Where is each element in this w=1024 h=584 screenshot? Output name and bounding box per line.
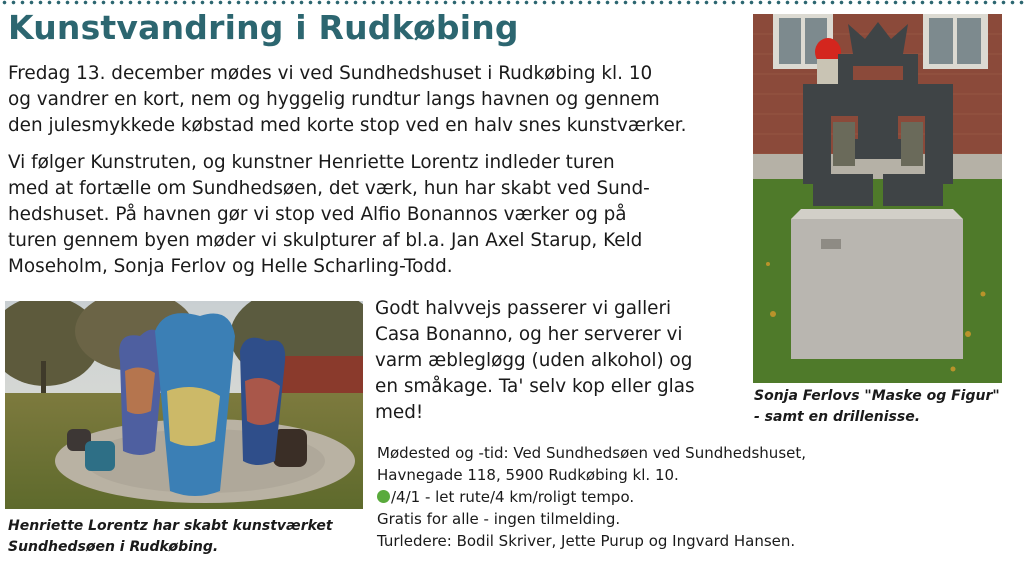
gallery-paragraph: Godt halvvejs passerer vi galleri Casa Bonanno, og her serverer vi varm æblegløgg (uden alkohol) og en småkage. Ta' selv kop eller glas med! [375,298,695,423]
maske-og-figur-photo [753,14,1002,383]
leaders-line: Turledere: Bodil Skriver, Jette Purup og Ingvard Hansen. [377,532,796,550]
route-line [377,486,937,508]
meeting-place-line-2: Havnegade 118, 5900 Rudkøbing kl. 10. [377,466,679,484]
maske-og-figur-sculpture-image [753,14,1002,383]
article-title: Kunstvandring i Rudkøbing [8,8,519,47]
left-photo-caption: Henriette Lorentz har skabt kunstværket Sundhedsøen i Rudkøbing. [8,518,333,555]
right-photo-caption: Sonja Ferlovs "Maske og Figur" - samt en drillenisse. [754,388,1000,425]
sundhedsoen-sculpture-image [5,301,363,509]
green-difficulty-dot-icon [377,490,390,503]
price-line: Gratis for alle - ingen tilmelding. [377,510,621,528]
route-details: /4/1 - let rute/4 km/roligt tempo. [391,488,635,506]
practical-info [377,442,937,552]
intro-paragraph: Fredag 13. december mødes vi ved Sundhedshuset i Rudkøbing kl. 10 og vandrer en kort, nem og hyggelig rundtur langs havnen og gennem den julesmykkede købstad med korte stop ved en halv snes kunstværker. [8,63,687,136]
meeting-place-line-1: Mødested og -tid: Ved Sundhedsøen ved Sundhedshuset, [377,444,807,462]
route-paragraph: Vi følger Kunstruten, og kunstner Henriette Lorentz indleder turen med at fortælle om Sundhedsøen, det værk, hun har skabt ved Sund- hedshuset. På havnen gør vi stop ved Alfio Bonannos værker og på turen gennem byen møder vi skulpturer af bl.a. Jan Axel Starup, Keld Moseholm, Sonja Ferlov og Helle Scharling-Todd. [8,152,650,277]
sundhedsoen-photo [5,301,363,509]
dotted-top-border [0,0,1024,5]
